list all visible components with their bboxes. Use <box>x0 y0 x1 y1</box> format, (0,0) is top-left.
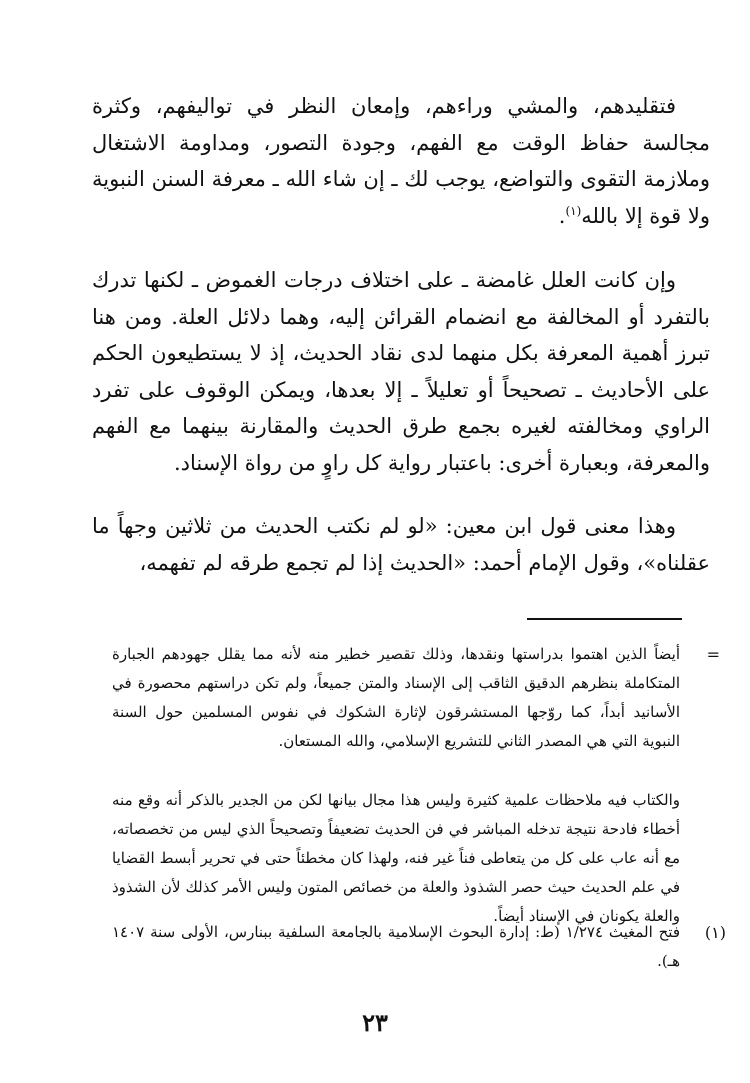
paragraph-1-text: فتقليدهم، والمشي وراءهم، وإمعان النظر في تواليفهم، وكثرة مجالسة حفاظ الوقت مع الفهم، وجودة التصور، ومداومة الاشتغال وملازمة التقوى والتواضع، يوجب لك ـ إن شاء الله ـ معرفة السنن النبوية ولا قوة إلا بالله <box>92 94 710 228</box>
footnote-continuation-text-2: والكتاب فيه ملاحظات علمية كثيرة وليس هذا مجال بيانها لكن من الجدير بالذكر أنه وقع منه أخطاء فادحة نتيجة تدخله المباشر في فن الحديث تضعيفاً وتصحيحاً الذي ليس من تخصصاته، مع أنه عاب على كل من يتعاطى فناً غير فنه، ولهذا كان مخطئاً حتى في تحرير أبسط القضايا في علم الحديث حيث حصر الشذوذ والعلة من خصائص المتون وليس الأمر كذلك لأن الشذوذ والعلة يكونان في الإسناد أيضاً. <box>112 791 680 925</box>
footnote-1-marker: (١) <box>704 923 726 942</box>
main-paragraph-2 <box>92 262 710 481</box>
footnote-1 <box>112 918 726 976</box>
main-paragraph-1 <box>92 88 710 234</box>
footnote-separator-line <box>527 618 682 620</box>
paragraph-1-end: . <box>558 203 566 228</box>
footnote-1-text: فتح المغيث ١/٢٧٤ (ط: إدارة البحوث الإسلامية بالجامعة السلفية ببنارس، الأولى سنة ١٤٠٧ هـ). <box>112 923 680 970</box>
footnote-continuation-text: أيضاً الذين اهتموا بدراستها ونقدها، وذلك تقصير خطير منه لأنه مما يقلل جهودهم الجبارة المتكاملة بنظرهم الدقيق الثاقب إلى الإسناد والمتن جميعاً، ولم تكن دراستهم محصورة في الأسانيد أبداً، كما روّجها المستشرقون لإثارة الشكوك في نفوس المسلمين حول السنة النبوية التي هي المصدر الثاني للتشريع الإسلامي، والله المستعان. <box>112 645 680 750</box>
page-number: ٢٣ <box>362 1008 388 1037</box>
continuation-marker: = <box>706 645 720 664</box>
paragraph-3-text: وهذا معنى قول ابن معين: «لو لم نكتب الحديث من ثلاثين وجهاً ما عقلناه»، وقول الإمام أحمد: «الحديث إذا لم تجمع طرقه لم تفهمه، <box>92 514 710 575</box>
footnote-continuation <box>112 640 720 756</box>
main-paragraph-3 <box>92 508 710 581</box>
footnote-ref-1: (١) <box>565 203 582 218</box>
paragraph-2-text: وإن كانت العلل غامضة ـ على اختلاف درجات الغموض ـ لكنها تدرك بالتفرد أو المخالفة مع انضمام القرائن إليه، وهما دلائل العلة. ومن هنا تبرز أهمية المعرفة بكل منهما لدى نقاد الحديث، إذ لا يستطيعون الحكم على الأحاديث ـ تصحيحاً أو تعليلاً ـ إلا بعدها، ويمكن الوقوف على تفرد الراوي ومخالفته لغيره بجمع طرق الحديث والمقارنة بينهما مع الفهم والمعرفة، وبعبارة أخرى: باعتبار رواية كل راوٍ من رواة الإسناد. <box>92 268 710 475</box>
footnote-continuation-2 <box>112 786 680 931</box>
